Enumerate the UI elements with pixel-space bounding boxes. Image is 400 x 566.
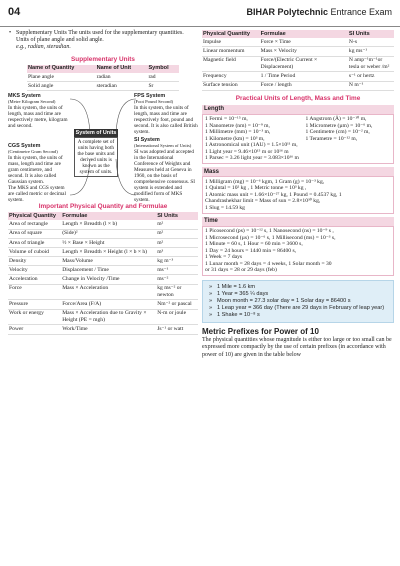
list-item: 1 Kilometre (km) = 10³ m, 1 Terametre = 10⁻¹² m, [205,135,358,142]
facts-box [202,280,394,323]
list-item: 1 Atomic mass unit = 1.66×10⁻²⁷ kg, 1 Pound = 0.4537 kg, 1 [205,191,342,198]
table-row: Area of rectangle Length × Breadth (l × b) m² [8,220,198,229]
table-row: Pressure Force/Area (F/A) Nm⁻² or pascal [8,300,198,309]
table-header: Name of Unit [96,65,148,73]
list-item: 1 Lunar month = 28 days = 4 weeks, 1 Solar month = 30 [205,260,332,267]
supplementary-intro: • Supplementary Units The units used for the supplementary quantities. Units of plane angle and solid angle. e.g., radian, steradian. [8,30,198,52]
list-item: 1 Quintal = 10² kg , 1 Metric tonne = 10³ kg , [205,185,307,192]
list-item: 1 Microsecond (µs) = 10⁻⁶ s, 1 Millisecond (ms) = 10⁻³ s, [205,234,336,241]
table-header: Formulae [260,30,348,38]
system-of-units-diagram [8,93,198,204]
table-row: Acceleration Change in Velocity /Time ms⁻² [8,275,198,284]
book-title [246,7,392,17]
table-header: SI Units [156,212,198,220]
si-system-box: SI System (International System of Units) SI was adopted and accepted in the International Conference of Weights and Measures held at Geneva in 1960, on the basis of comprehensive consensus. SI system is extended and modified form of MKS system. [134,137,195,204]
table-row: Plane angle radian rad [27,73,179,82]
table-row: Volume of cuboid Length × Breadth × Height (l × b × h) m³ [8,247,198,256]
quantities-table-continued [202,30,394,91]
table-row: Velocity Displacement / Time ms⁻¹ [8,266,198,275]
supplementary-units-title: Supplementary Units [71,55,135,63]
list-item: 1 Milligram (mg) = 10⁻⁶ kgm, 1 Gram (g) = 10⁻³ kg, [205,178,325,185]
table-header: Formulae [61,212,156,220]
table-header: Physical Quantity [202,30,260,38]
table-row: Area of triangle ½ × Base × Height m² [8,238,198,247]
table-header: Symbol [147,65,179,73]
list-item: 1 Picosecond (ps) = 10⁻¹² s, 1 Nanosecond (ns) = 10⁻⁹ s , [205,228,334,235]
important-quantities-title: Important Physical Quantity and Formulae [38,203,168,211]
list-item: 1 Week = 7 days [205,254,243,261]
table-header: Name of Quantity [27,65,96,73]
metric-prefixes-text: The physical quantities whose magnitude is either too large or too small can be expressed more compactly by the use of certain prefixes (in accordance with power of 10) are given in the table below [202,337,392,358]
list-item: 1 Light year = 9.46×10¹⁵ m or 10¹⁶ m [205,148,289,155]
mass-box [202,176,394,214]
page-number: 04 [8,6,21,18]
mks-system-box: MKS System (Metre Kilogram Second) In this system, the units of length, mass and time are respectively metre, kilogram and second. [8,93,68,130]
supplementary-units-table [27,65,179,92]
page-header [0,0,400,27]
table-row: Magnetic field Force/(Electric Current × Displacement) N amp⁻¹m⁻¹or tesla or weber /m² [202,56,394,72]
mass-heading: Mass [202,167,394,176]
book-title-rest: Entrance Exam [327,7,392,17]
fact-item: » Moon month = 27.3 solar day = 1 Solar day = 86400 s [209,298,387,305]
list-item: 1 Millimetre (mm) = 10⁻³ m, 1 Centimetre (cm) = 10⁻² m, [205,129,370,136]
list-item: 1 Slug = 14.59 kg [205,204,245,211]
time-box [202,226,394,277]
important-quantities-table [8,212,198,334]
table-row: Impulse Force × Time N-s [202,38,394,47]
left-column [8,30,198,335]
fact-item: » 1 Shake = 10⁻⁸ s [209,312,387,319]
right-column [202,30,394,359]
list-item: 1 Astronomical unit (1AU) = 1.5×10¹¹ m, [205,142,298,149]
metric-prefixes-heading: Metric Prefixes for Power of 10 [202,327,319,337]
fact-item: » 1 Year = 365 ¼ days [209,291,387,298]
table-header: SI Units [348,30,394,38]
system-of-units-center: System of Units A complete set of units having both the base units and derived units is known as the system of units. [75,130,117,176]
table-header: Physical Quantity [8,212,61,220]
table-row: Area of square (Side)² m² [8,229,198,238]
list-item: 1 Parsec = 3.26 light year = 3.083×10¹⁶ m [205,155,299,162]
fps-system-box: FPS System (Foot Pound Second) In this system, the units of length, mass and time are respectively foot, pound and second. It is also called British system. [134,93,198,136]
fact-item: » 1 Mile = 1.6 km [209,284,387,291]
table-row: Surface tension Force / length N m⁻¹ [202,81,394,90]
length-box [202,114,394,165]
table-row: Force Mass × Acceleration kg ms⁻² or newton [8,284,198,300]
fact-item: » 1 Leap year = 366 day (There are 29 days in February of leap year) [209,305,387,312]
list-item: 1 Fermi = 10⁻¹⁵ m, 1 Angstrom (Å) = 10⁻¹⁰ m, [205,116,367,123]
table-row: Work or energy Mass × Acceleration due to Gravity × Height (PE = mgh) N-m or joule [8,309,198,325]
length-heading: Length [202,105,394,114]
list-item: or 31 days = 28 or 29 days (feb) [205,267,277,274]
table-row: Power Work/Time Js⁻¹ or watt [8,325,198,334]
cgs-system-box: CGS System (Centimetre Gram Second) In this system, the units of mass, length and time are gram centimetre, and second. It is also called Gaussian system. The MKS and CGS system are called metric or decimal system. [8,143,66,204]
list-item: 1 Minute = 60 s, 1 Hour = 60 min = 3600 s, [205,241,303,248]
practical-units-title: Practical Units of Length, Mass and Time [235,94,361,102]
table-row: Linear momentum Mass × Velocity kg ms⁻¹ [202,47,394,56]
time-heading: Time [202,217,394,226]
list-item: 1 Day = 24 hours = 1440 min = 86400 s, [205,247,297,254]
table-row: Density Mass/Volume kg m⁻³ [8,257,198,266]
book-title-bold: BIHAR Polytechnic [246,7,328,17]
list-item: 1 Nanometre (nm) = 10⁻⁹ m, 1 Micrometre (µm) = 10⁻⁶ m, [205,122,373,129]
table-row: Solid angle steradian Sr [27,81,179,90]
table-row: Frequency 1 / Time Period s⁻¹ or hertz [202,72,394,81]
list-item: Chandrashekhar limit = Mass of sun = 2.8×10³⁰ kg, [205,198,321,205]
